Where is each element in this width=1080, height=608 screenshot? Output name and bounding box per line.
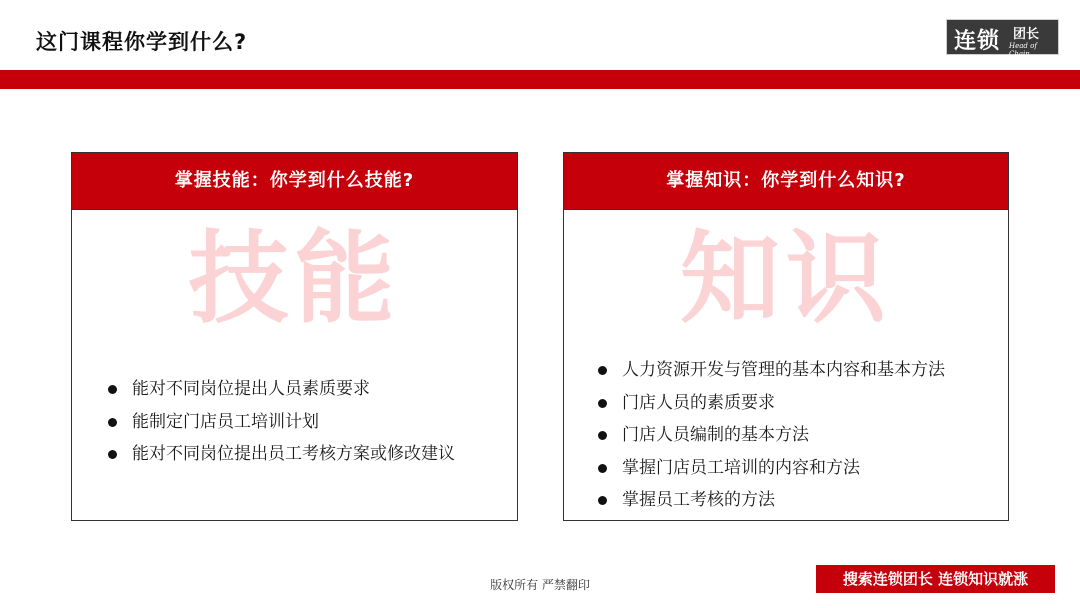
list-item-text: 门店人员编制的基本方法	[622, 425, 809, 445]
list-item-text: 能制定门店员工培训计划	[132, 411, 319, 432]
knowledge-card	[563, 152, 1009, 521]
list-item	[598, 419, 945, 452]
bullet-icon	[598, 464, 607, 473]
list-item-text: 掌握员工考核的方法	[622, 490, 775, 510]
list-item-text: 能对不同岗位提出员工考核方案或修改建议	[132, 444, 455, 464]
bullet-icon	[598, 399, 607, 408]
skills-watermark: 技能	[188, 220, 401, 337]
list-item-text: 门店人员的素质要求	[622, 392, 775, 413]
copyright-notice: 版权所有 严禁翻印	[490, 578, 590, 592]
search-brand-button[interactable]: 搜索连锁团长 连锁知识就涨	[816, 565, 1055, 593]
bullet-icon	[108, 385, 117, 394]
list-item	[108, 406, 455, 439]
skills-list	[108, 373, 455, 471]
knowledge-card-header: 掌握知识：你学到什么知识?	[564, 153, 1008, 210]
logo-subtitle: Head of Chain	[1009, 42, 1037, 58]
bullet-icon	[598, 366, 607, 375]
list-item-text: 能对不同岗位提出人员素质要求	[132, 379, 370, 399]
list-item	[598, 484, 945, 517]
bullet-icon	[108, 450, 117, 459]
list-item-text: 人力资源开发与管理的基本内容和基本方法	[622, 360, 945, 380]
logo-side-text: 团长	[1013, 27, 1040, 42]
list-item	[598, 452, 945, 485]
bullet-icon	[108, 418, 117, 427]
knowledge-watermark: 知识	[680, 220, 892, 337]
skills-card	[71, 152, 518, 521]
brand-logo	[946, 19, 1059, 58]
list-item-text: 掌握门店员工培训的内容和方法	[622, 457, 860, 478]
knowledge-list	[598, 354, 945, 517]
skills-card-header: 掌握技能：你学到什么技能?	[72, 153, 517, 210]
list-item	[598, 354, 945, 387]
list-item	[108, 373, 455, 406]
bullet-icon	[598, 496, 607, 505]
list-item	[598, 387, 945, 420]
header-divider-bar	[0, 70, 1080, 89]
logo-main-text: 连锁	[954, 29, 1001, 54]
page-title: 这门课程你学到什么?	[36, 30, 248, 54]
bullet-icon	[598, 431, 607, 440]
list-item	[108, 438, 455, 471]
